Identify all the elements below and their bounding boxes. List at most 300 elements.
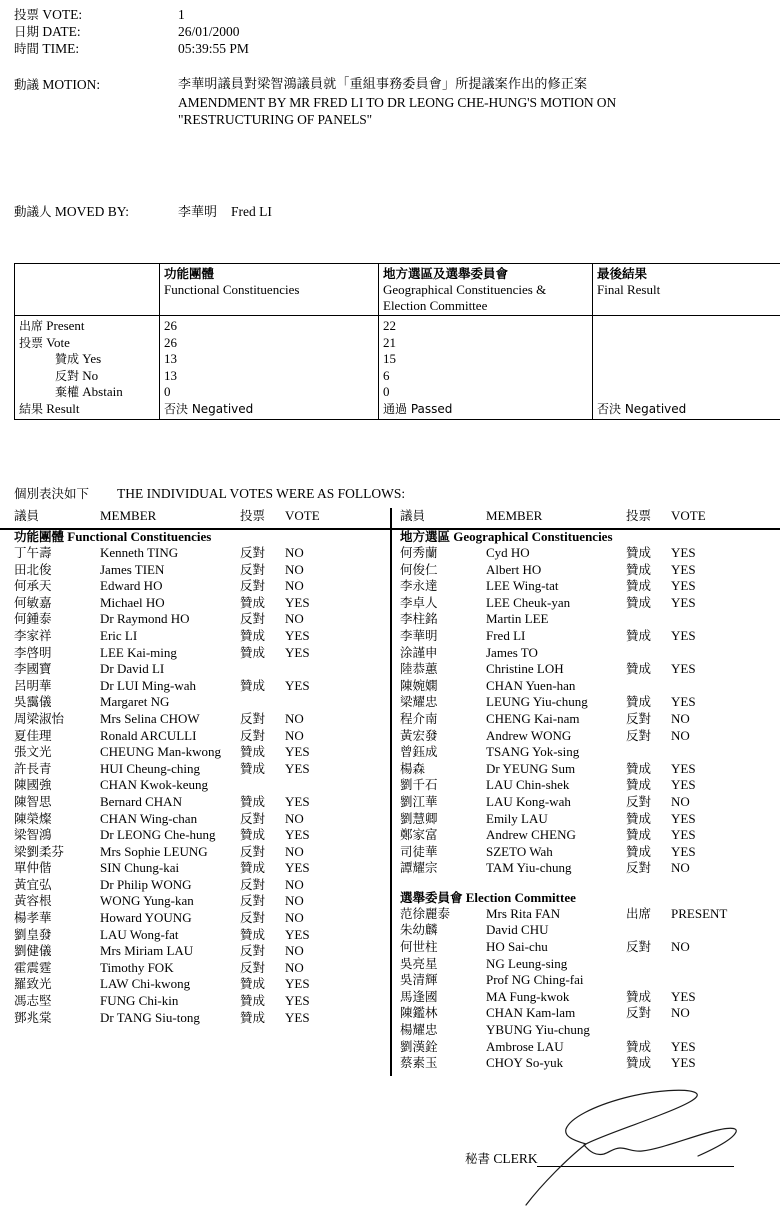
- vote-row: [14, 694, 384, 711]
- vote-row: [400, 956, 770, 973]
- member-name-cjk: 吳亮星: [400, 955, 438, 971]
- member-name-en: LEE Kai-ming: [100, 644, 177, 660]
- vote-value-cjk: 贊成: [240, 1009, 266, 1025]
- motion-label: [14, 76, 178, 129]
- vote-value-en: NO: [671, 939, 690, 955]
- summary-header-functional-cjk: 功能團體: [164, 266, 215, 281]
- member-name-en: LAU Wong-fat: [100, 926, 179, 942]
- individual-votes-title: [14, 484, 405, 502]
- meta-label-vote-en: VOTE:: [42, 7, 83, 22]
- vote-value-cjk: 反對: [240, 561, 266, 577]
- member-name-en: WONG Yung-kan: [100, 893, 194, 909]
- summary-value-vote-final: [593, 335, 780, 352]
- member-name-en: David CHU: [486, 922, 549, 938]
- vote-row: [14, 777, 384, 794]
- summary-row-result: [15, 401, 780, 420]
- member-name-cjk: 張文光: [14, 744, 52, 760]
- member-name-en: SIN Chung-kai: [100, 860, 180, 876]
- vote-value-en: YES: [671, 810, 696, 826]
- meta-label-time-cjk: 時間: [14, 41, 40, 56]
- vote-value-en: NO: [671, 793, 690, 809]
- left-header-member-cjk: 議員: [14, 508, 40, 523]
- member-name-cjk: 呂明華: [14, 677, 52, 693]
- right-column-spacer: [400, 877, 770, 889]
- moved-by-label-cjk: 動議人: [14, 204, 52, 219]
- motion-text-en-line1: AMENDMENT BY MR FRED LI TO DR LEONG CHE-HUNG'S MOTION ON: [178, 94, 617, 110]
- vote-value-cjk: 贊成: [240, 993, 266, 1009]
- member-name-en: Mrs Rita FAN: [486, 905, 561, 921]
- member-name-cjk: 曾鈺成: [400, 744, 438, 760]
- vote-value-cjk: 贊成: [240, 744, 266, 760]
- member-name-en: James TO: [486, 644, 538, 660]
- vote-row: [400, 1005, 770, 1022]
- member-name-en: Mrs Sophie LEUNG: [100, 843, 208, 859]
- member-name-en: CHEUNG Man-kwong: [100, 744, 221, 760]
- member-name-cjk: 夏佳理: [14, 727, 52, 743]
- meta-label-date: [14, 23, 178, 40]
- member-name-en: CHOY So-yuk: [486, 1055, 564, 1071]
- vote-row: [14, 611, 384, 628]
- summary-label-no-en: No: [82, 367, 99, 383]
- vote-row: [14, 827, 384, 844]
- group-header-geographical-en: Geographical Constituencies: [453, 529, 613, 544]
- vote-value-en: YES: [285, 744, 310, 760]
- summary-header-row: [15, 264, 780, 316]
- vote-row: [14, 661, 384, 678]
- member-name-cjk: 何俊仁: [400, 561, 438, 577]
- summary-value-no-gc: 6: [379, 368, 593, 385]
- vote-value-cjk: 贊成: [626, 1038, 652, 1054]
- vote-value-cjk: 贊成: [240, 594, 266, 610]
- vote-row: [14, 1010, 384, 1027]
- summary-label-vote-cjk: 投票: [19, 335, 44, 350]
- vote-value-en: NO: [285, 910, 304, 926]
- vote-value-cjk: 出席: [626, 905, 652, 921]
- vote-value-en: NO: [671, 1005, 690, 1021]
- vote-row: [14, 893, 384, 910]
- member-name-cjk: 霍震霆: [14, 959, 52, 975]
- member-name-en: Mrs Miriam LAU: [100, 943, 194, 959]
- group-header-election-committee-en: Election Committee: [465, 889, 576, 905]
- summary-label-abstain: [15, 384, 160, 401]
- summary-value-result-final: 否決 Negatived: [593, 401, 780, 420]
- vote-value-en: NO: [671, 727, 690, 743]
- member-name-cjk: 單仲偕: [14, 860, 52, 876]
- left-column-headers: [14, 508, 384, 528]
- column-divider-rule: [390, 508, 392, 1076]
- member-name-en: Ambrose LAU: [486, 1038, 564, 1054]
- vote-value-en: NO: [285, 876, 304, 892]
- group-header-geographical-constituencies: [400, 528, 770, 545]
- summary-label-result-cjk: 結果: [19, 401, 44, 416]
- vote-summary-table: [14, 263, 780, 420]
- right-header-member-cjk: 議員: [400, 508, 426, 523]
- member-name-en: HO Sai-chu: [486, 939, 548, 955]
- vote-row: [14, 628, 384, 645]
- vote-row: [400, 906, 770, 923]
- meta-label-vote: [14, 6, 178, 23]
- individual-votes-title-en: THE INDIVIDUAL VOTES WERE AS FOLLOWS:: [117, 486, 406, 501]
- member-name-cjk: 李華明: [400, 627, 438, 643]
- vote-value-en: YES: [285, 827, 310, 843]
- motion-label-cjk: 動議: [14, 77, 40, 92]
- member-name-cjk: 陳婉嫻: [400, 677, 438, 693]
- member-name-en: MA Fung-kwok: [486, 988, 570, 1004]
- member-name-cjk: 陸恭蕙: [400, 661, 438, 677]
- member-name-en: Edward HO: [100, 578, 163, 594]
- meta-row-time: [14, 40, 766, 57]
- member-name-en: Emily LAU: [486, 810, 548, 826]
- vote-value-cjk: 反對: [240, 910, 266, 926]
- member-name-cjk: 劉皇發: [14, 926, 52, 942]
- member-name-en: CHAN Kwok-keung: [100, 777, 208, 793]
- member-name-cjk: 梁耀忠: [400, 694, 438, 710]
- vote-value-en: NO: [285, 710, 304, 726]
- individual-votes-left-column: [14, 508, 384, 1026]
- member-name-en: Prof NG Ching-fai: [486, 972, 584, 988]
- summary-label-result-en: Result: [46, 400, 80, 416]
- vote-value-en: NO: [285, 545, 304, 560]
- vote-value-en: YES: [285, 677, 310, 693]
- member-name-en: Dr Raymond HO: [100, 611, 190, 627]
- individual-votes-right-column: [400, 508, 770, 1072]
- meta-label-vote-cjk: 投票: [14, 7, 40, 22]
- member-name-cjk: 李國寶: [14, 661, 52, 677]
- member-name-cjk: 李卓人: [400, 594, 438, 610]
- vote-row: [14, 728, 384, 745]
- member-name-en: Albert HO: [486, 561, 542, 577]
- meta-label-date-cjk: 日期: [14, 24, 40, 39]
- vote-row: [400, 628, 770, 645]
- summary-header-blank: [15, 264, 160, 316]
- member-name-en: Eric LI: [100, 627, 138, 643]
- member-name-en: LEE Cheuk-yan: [486, 594, 571, 610]
- vote-value-cjk: 贊成: [626, 578, 652, 594]
- member-name-cjk: 劉健儀: [14, 943, 52, 959]
- member-name-en: Dr LUI Ming-wah: [100, 677, 197, 693]
- vote-value-cjk: 贊成: [626, 1055, 652, 1071]
- member-name-en: FUNG Chi-kin: [100, 993, 179, 1009]
- vote-value-cjk: 反對: [240, 810, 266, 826]
- member-name-cjk: 李永達: [400, 578, 438, 594]
- vote-value-en: YES: [671, 843, 696, 859]
- vote-value-cjk: 反對: [240, 959, 266, 975]
- member-name-en: Timothy FOK: [100, 959, 174, 975]
- member-name-en: Cyd HO: [486, 545, 530, 560]
- summary-header-geographical-cjk: 地方選區及選舉委員會: [383, 266, 509, 281]
- vote-value-cjk: 反對: [240, 710, 266, 726]
- summary-row-no: [15, 368, 780, 385]
- summary-header-geographical-en: Geographical Constituencies & Election Committee: [383, 282, 547, 313]
- right-vote-rows-election-committee: [400, 906, 770, 1072]
- vote-row: [14, 595, 384, 612]
- vote-value-cjk: 贊成: [240, 860, 266, 876]
- member-name-cjk: 涂謹申: [400, 644, 438, 660]
- vote-value-cjk: 贊成: [240, 677, 266, 693]
- member-name-cjk: 劉慧卿: [400, 810, 438, 826]
- signature-block: [380, 1088, 780, 1228]
- vote-row: [14, 844, 384, 861]
- vote-row: [400, 1022, 770, 1039]
- member-name-en: CHAN Yuen-han: [486, 677, 576, 693]
- vote-row: [400, 694, 770, 711]
- member-name-cjk: 何鍾泰: [14, 611, 52, 627]
- member-name-en: Bernard CHAN: [100, 793, 182, 809]
- member-name-en: LAU Kong-wah: [486, 793, 571, 809]
- right-header-vote-cjk: 投票: [626, 508, 652, 523]
- member-name-cjk: 陳國強: [14, 777, 52, 793]
- vote-meta-block: [14, 6, 766, 57]
- vote-value-cjk: 贊成: [626, 810, 652, 826]
- member-name-cjk: 李家祥: [14, 627, 52, 643]
- vote-value-cjk: 反對: [240, 893, 266, 909]
- vote-value-cjk: 贊成: [626, 627, 652, 643]
- vote-value-cjk: 贊成: [240, 926, 266, 942]
- member-name-cjk: 馬逢國: [400, 988, 438, 1004]
- member-name-en: CHAN Wing-chan: [100, 810, 198, 826]
- member-name-cjk: 何秀蘭: [400, 545, 438, 560]
- vote-value-en: NO: [285, 943, 304, 959]
- vote-value-en: YES: [671, 1038, 696, 1054]
- vote-row: [14, 993, 384, 1010]
- vote-value-cjk: 反對: [626, 860, 652, 876]
- vote-value-en: YES: [285, 976, 310, 992]
- motion-block: [14, 76, 766, 129]
- member-name-cjk: 許長青: [14, 760, 52, 776]
- summary-value-vote-gc: 21: [379, 335, 593, 352]
- moved-by-label-en: MOVED BY:: [54, 204, 130, 219]
- member-name-cjk: 黃宜弘: [14, 876, 52, 892]
- vote-value-cjk: 贊成: [240, 976, 266, 992]
- vote-row: [400, 777, 770, 794]
- summary-label-vote-en: Vote: [46, 334, 70, 350]
- member-name-en: CHENG Kai-nam: [486, 710, 580, 726]
- meta-value-vote: 1: [178, 7, 185, 22]
- vote-row: [14, 943, 384, 960]
- meta-row-vote: [14, 6, 766, 23]
- vote-value-cjk: 贊成: [240, 627, 266, 643]
- group-header-election-committee: [400, 889, 770, 906]
- vote-row: [14, 761, 384, 778]
- member-name-en: Fred LI: [486, 627, 526, 643]
- vote-value-cjk: 贊成: [626, 760, 652, 776]
- member-name-en: Martin LEE: [486, 611, 549, 627]
- group-header-geographical-cjk: 地方選區: [400, 529, 451, 544]
- summary-row-vote: [15, 335, 780, 352]
- vote-row: [400, 827, 770, 844]
- summary-value-yes-final: [593, 351, 780, 368]
- vote-value-cjk: 反對: [626, 793, 652, 809]
- member-name-en: James TIEN: [100, 561, 165, 577]
- vote-row: [14, 744, 384, 761]
- vote-value-cjk: 反對: [626, 1005, 652, 1021]
- vote-row: [14, 578, 384, 595]
- vote-row: [400, 728, 770, 745]
- vote-row: [400, 761, 770, 778]
- clerk-label-cjk: 秘書: [465, 1151, 491, 1166]
- vote-row: [400, 939, 770, 956]
- vote-value-en: PRESENT: [671, 905, 728, 921]
- vote-value-en: YES: [671, 777, 696, 793]
- member-name-cjk: 馮志堅: [14, 993, 52, 1009]
- vote-value-cjk: 反對: [626, 710, 652, 726]
- group-header-functional-constituencies: [14, 528, 384, 545]
- member-name-cjk: 李啓明: [14, 644, 52, 660]
- summary-value-result-gc: 通過 Passed: [379, 401, 593, 420]
- vote-row: [400, 922, 770, 939]
- vote-row: [14, 877, 384, 894]
- vote-row: [400, 972, 770, 989]
- summary-value-no-final: [593, 368, 780, 385]
- member-name-en: Dr TANG Siu-tong: [100, 1009, 200, 1025]
- member-name-en: LEUNG Yiu-chung: [486, 694, 588, 710]
- vote-row: [14, 711, 384, 728]
- vote-value-en: YES: [285, 760, 310, 776]
- vote-value-en: NO: [285, 578, 304, 594]
- summary-label-yes-en: Yes: [82, 351, 102, 366]
- member-name-cjk: 丁午壽: [14, 545, 52, 560]
- right-header-vote-en: VOTE: [671, 508, 706, 523]
- vote-value-en: YES: [285, 793, 310, 809]
- vote-value-cjk: 贊成: [626, 827, 652, 843]
- member-name-cjk: 程介南: [400, 710, 438, 726]
- vote-value-cjk: 贊成: [626, 594, 652, 610]
- summary-value-abstain-final: [593, 384, 780, 401]
- summary-value-vote-fc: 26: [160, 335, 379, 352]
- member-name-en: Ronald ARCULLI: [100, 727, 197, 743]
- member-name-en: TSANG Yok-sing: [486, 744, 580, 760]
- member-name-en: CHAN Kam-lam: [486, 1005, 576, 1021]
- summary-row-yes: [15, 351, 780, 368]
- vote-value-en: YES: [671, 694, 696, 710]
- member-name-cjk: 譚耀宗: [400, 860, 438, 876]
- summary-row-present: [15, 316, 780, 335]
- member-name-en: Dr Philip WONG: [100, 876, 192, 892]
- summary-value-yes-gc: 15: [379, 351, 593, 368]
- group-header-functional-en: Functional Constituencies: [67, 529, 212, 544]
- vote-row: [400, 645, 770, 662]
- motion-text-en-line2: "RESTRUCTURING OF PANELS": [178, 112, 373, 127]
- vote-value-en: YES: [285, 860, 310, 876]
- moved-by-value: [178, 203, 272, 221]
- moved-by-block: [14, 203, 766, 221]
- summary-label-no-cjk: 反對: [55, 368, 80, 383]
- vote-value-en: NO: [285, 611, 304, 627]
- vote-row: [14, 645, 384, 662]
- vote-row: [14, 910, 384, 927]
- vote-value-en: YES: [671, 661, 696, 677]
- vote-row: [400, 811, 770, 828]
- vote-value-en: YES: [671, 545, 696, 560]
- vote-row: [14, 960, 384, 977]
- vote-value-en: YES: [671, 627, 696, 643]
- vote-row: [400, 611, 770, 628]
- vote-value-en: YES: [671, 594, 696, 610]
- vote-row: [14, 562, 384, 579]
- vote-value-en: YES: [671, 988, 696, 1004]
- vote-value-cjk: 贊成: [626, 843, 652, 859]
- vote-value-cjk: 反對: [240, 611, 266, 627]
- member-name-cjk: 吳清輝: [400, 972, 438, 988]
- vote-value-cjk: 贊成: [626, 777, 652, 793]
- summary-label-vote: [15, 335, 160, 352]
- member-name-cjk: 陳智思: [14, 793, 52, 809]
- member-name-cjk: 李柱銘: [400, 611, 438, 627]
- member-name-cjk: 楊孝華: [14, 910, 52, 926]
- vote-value-en: YES: [671, 827, 696, 843]
- vote-value-cjk: 贊成: [240, 827, 266, 843]
- motion-label-en: MOTION:: [42, 77, 101, 92]
- member-name-en: Dr LEONG Che-hung: [100, 827, 216, 843]
- meta-value-time: 05:39:55 PM: [178, 41, 249, 56]
- member-name-cjk: 陳鑑林: [400, 1005, 438, 1021]
- summary-value-present-gc: 22: [379, 316, 593, 335]
- member-name-en: Andrew CHENG: [486, 827, 576, 843]
- vote-value-cjk: 贊成: [626, 694, 652, 710]
- vote-row: [400, 1039, 770, 1056]
- summary-label-result: [15, 401, 160, 420]
- vote-row: [400, 989, 770, 1006]
- member-name-cjk: 何敏嘉: [14, 594, 52, 610]
- vote-value-en: YES: [285, 926, 310, 942]
- meta-row-date: [14, 23, 766, 40]
- vote-value-en: NO: [285, 959, 304, 975]
- left-vote-rows: [14, 545, 384, 1026]
- vote-row: [14, 976, 384, 993]
- member-name-en: Dr YEUNG Sum: [486, 760, 576, 776]
- right-vote-rows-geographical: [400, 545, 770, 877]
- group-header-election-committee-cjk: 選舉委員會: [400, 889, 463, 905]
- vote-value-en: NO: [285, 561, 304, 577]
- member-name-en: HUI Cheung-ching: [100, 760, 201, 776]
- summary-header-final: [593, 264, 780, 316]
- vote-value-cjk: 贊成: [626, 545, 652, 560]
- vote-row: [14, 678, 384, 695]
- summary-header-final-cjk: 最後結果: [597, 266, 648, 281]
- vote-value-cjk: 反對: [240, 943, 266, 959]
- member-name-cjk: 羅致光: [14, 976, 52, 992]
- meta-label-date-en: DATE:: [42, 24, 81, 39]
- member-name-en: LAW Chi-kwong: [100, 976, 191, 992]
- vote-row: [400, 562, 770, 579]
- vote-value-cjk: 反對: [240, 843, 266, 859]
- member-name-cjk: 鄧兆棠: [14, 1009, 52, 1025]
- left-header-vote-en: VOTE: [285, 508, 320, 523]
- vote-value-cjk: 贊成: [626, 561, 652, 577]
- vote-row: [400, 661, 770, 678]
- vote-value-cjk: 反對: [240, 545, 266, 560]
- summary-value-present-fc: 26: [160, 316, 379, 335]
- vote-value-en: YES: [285, 644, 310, 660]
- vote-row: [14, 811, 384, 828]
- member-name-en: Michael HO: [100, 594, 165, 610]
- summary-row-abstain: [15, 384, 780, 401]
- member-name-cjk: 黃容根: [14, 893, 52, 909]
- summary-label-present-cjk: 出席: [19, 319, 44, 333]
- left-header-member-en: MEMBER: [100, 508, 157, 523]
- vote-value-cjk: 贊成: [626, 988, 652, 1004]
- vote-value-cjk: 反對: [626, 727, 652, 743]
- member-name-cjk: 范徐麗泰: [400, 905, 451, 921]
- motion-text-cjk: 李華明議員對梁智鴻議員就「重組事務委員會」所提議案作出的修正案: [178, 77, 588, 92]
- member-name-en: Mrs Selina CHOW: [100, 710, 200, 726]
- vote-value-cjk: 反對: [240, 578, 266, 594]
- summary-header-functional: [160, 264, 379, 316]
- vote-row: [400, 844, 770, 861]
- vote-value-en: YES: [285, 594, 310, 610]
- summary-label-abstain-cjk: 棄權: [55, 385, 80, 399]
- moved-by-name-cjk: 李華明: [178, 205, 218, 220]
